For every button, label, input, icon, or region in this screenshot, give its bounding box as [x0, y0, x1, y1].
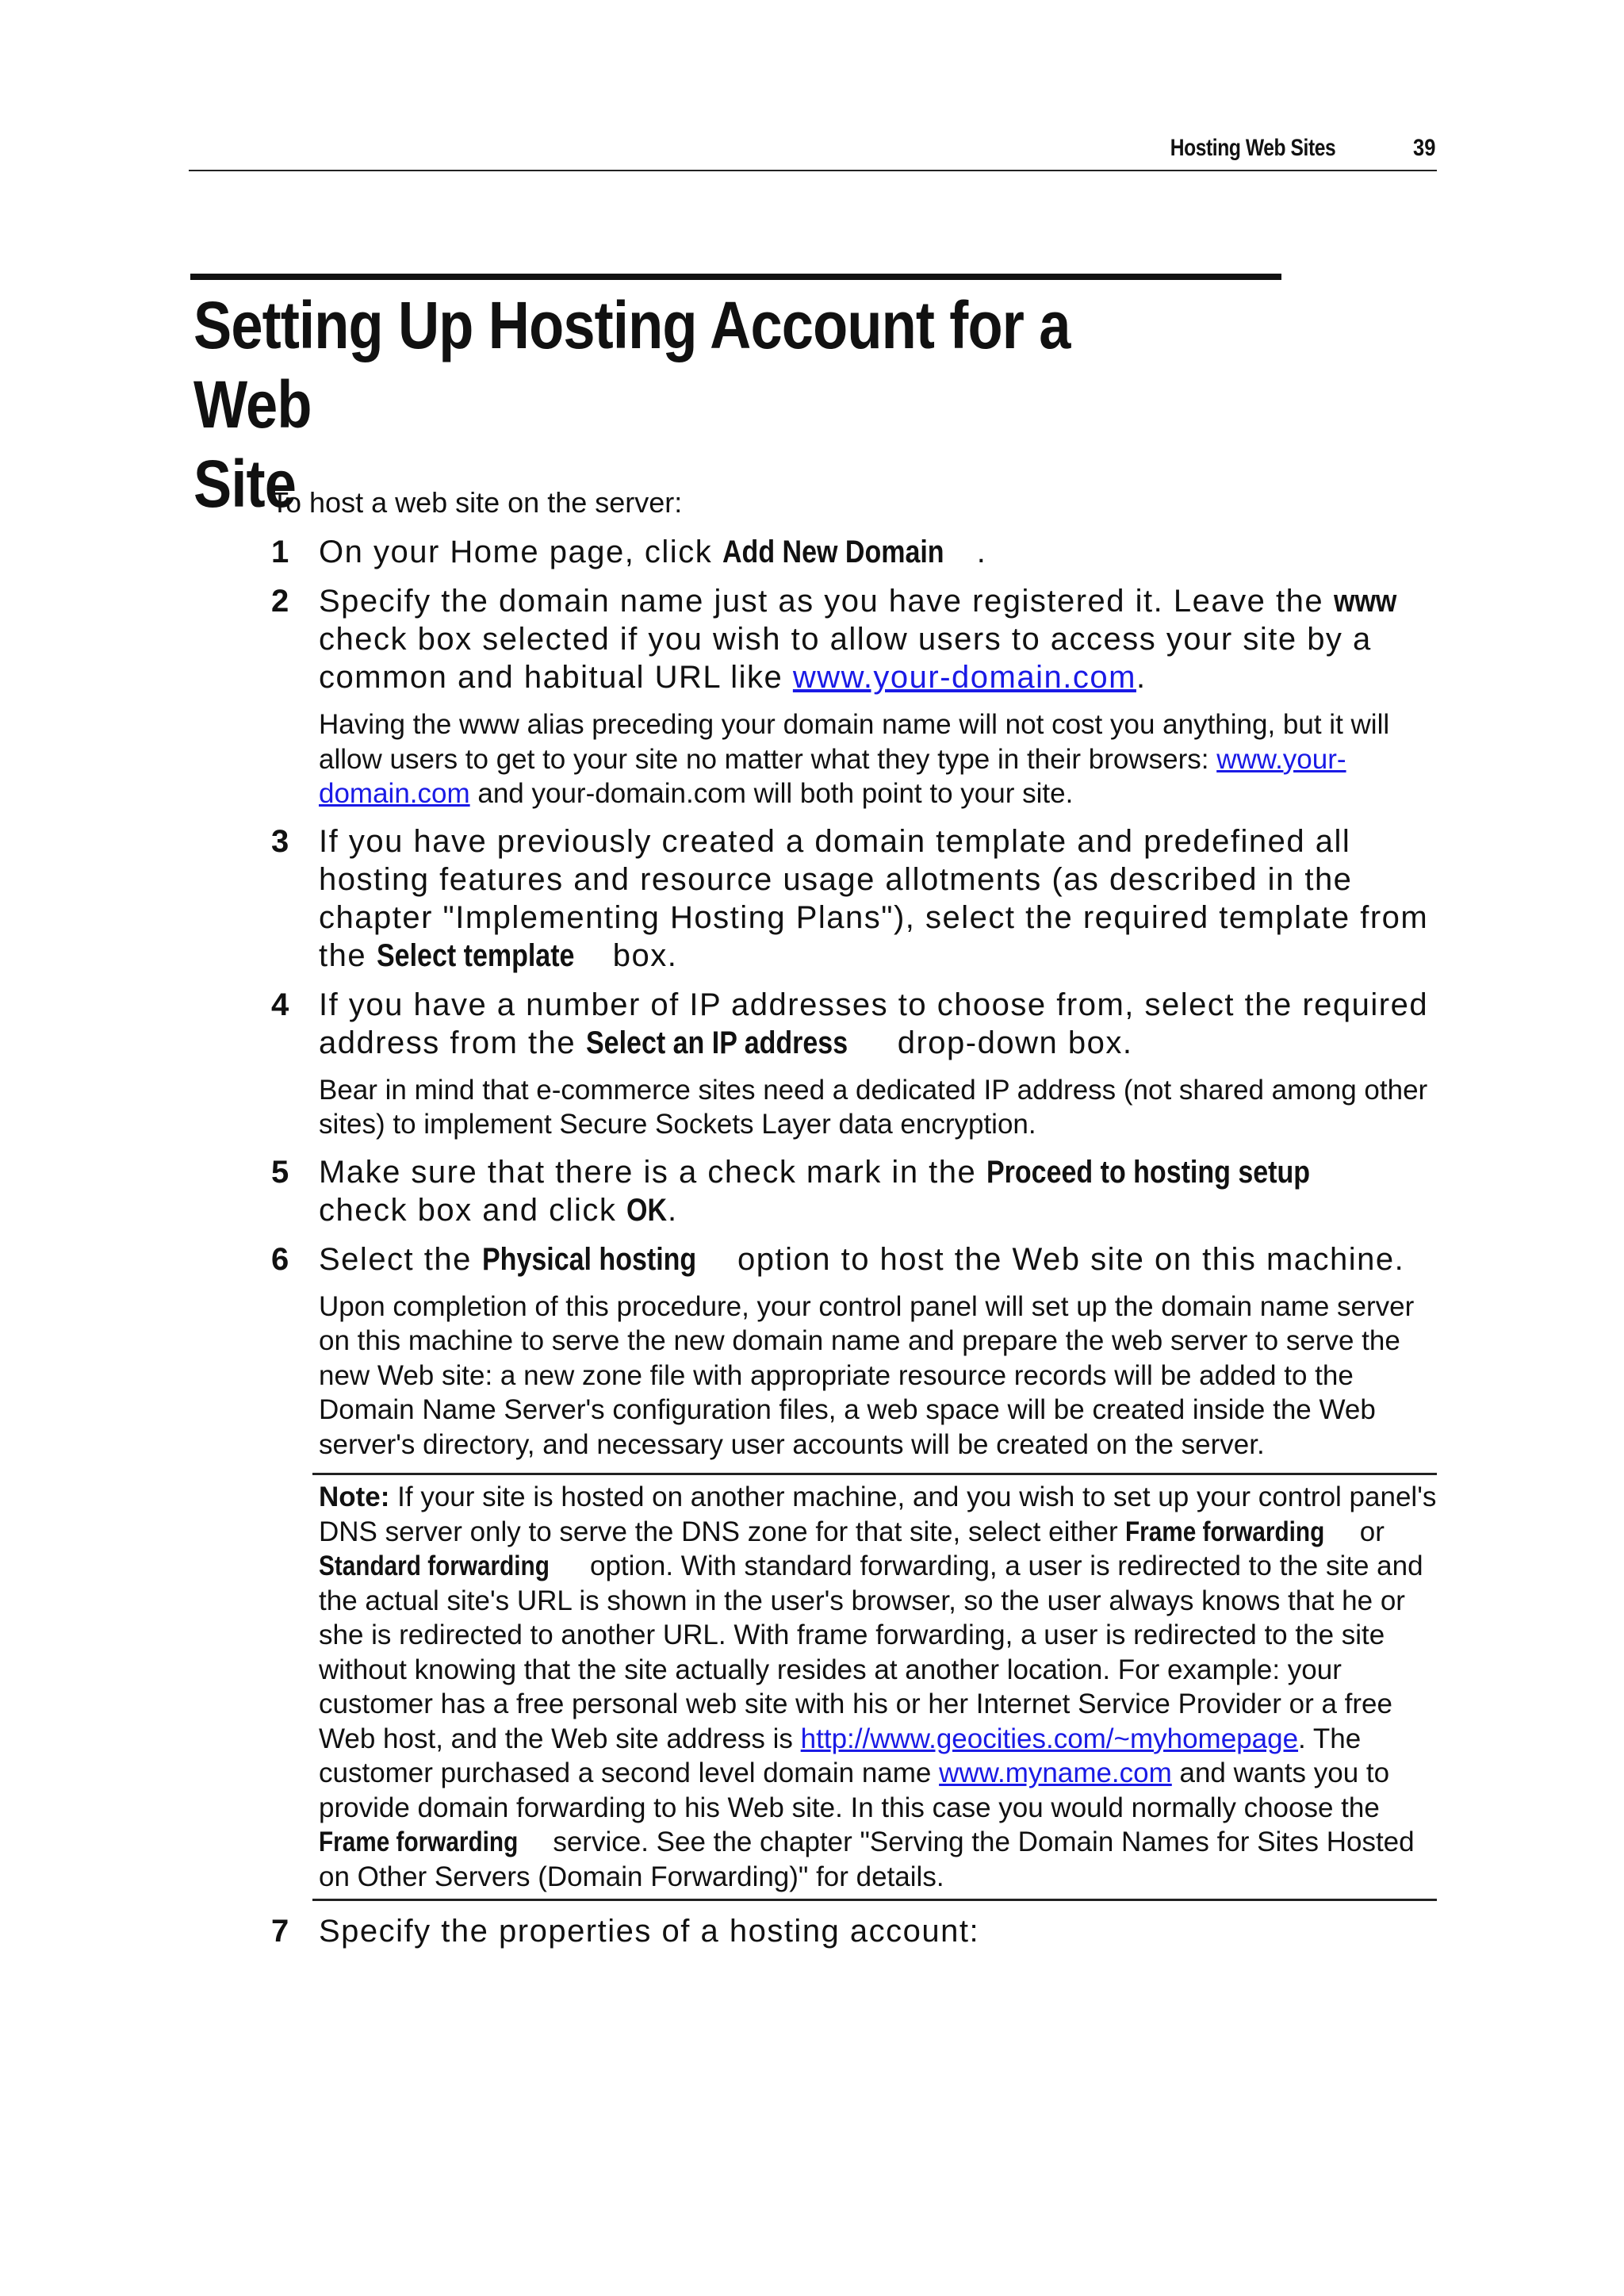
- myname-link[interactable]: www.myname.com: [939, 1757, 1172, 1788]
- step-number: 4: [271, 987, 289, 1022]
- step-text: If you have previously created a domain template and predefined all hosting features and resource usage allotments (as described in the chapter "Implementing Hosting Plans"), select the required template from the: [319, 823, 1429, 973]
- command-label: Select template: [376, 937, 575, 973]
- step-number: 1: [271, 535, 289, 569]
- step-text: If you have a number of IP addresses to choose from, select the required address from the: [319, 987, 1429, 1060]
- step-text: check box selected if you wish to allow users to access your site by a common and habitual URL like: [319, 622, 1372, 695]
- step-text: Specify the domain name just as you have registered it. Leave the: [319, 584, 1334, 619]
- step-3: [271, 822, 1437, 975]
- command-label: Physical hosting: [481, 1241, 696, 1277]
- domain-link[interactable]: www.your-domain.com: [319, 743, 1346, 809]
- note-text: option. With standard forwarding, a user is redirected to the site and the actual site's URL is shown in the user's browser, so the user always knows that he or she is redirected to another URL. With frame forwarding, a user is redirected to the site without knowing that the site actually resides at another location. For example: your customer has a free personal web site with his or her Internet Service Provider or a free Web host, and the Web site address is: [319, 1550, 1423, 1754]
- step-text: On your Home page, click: [319, 535, 722, 569]
- step-number: 6: [271, 1241, 289, 1277]
- note-text: service. See the chapter "Serving the Domain Names for Sites Hosted on Other Servers (Domain Forwarding)" for details.: [319, 1826, 1415, 1892]
- command-label: www: [1333, 584, 1397, 619]
- step-text: option to host the Web site on this machine.: [727, 1241, 1405, 1277]
- step-number: 2: [271, 584, 289, 619]
- intro-text: To host a web site on the server:: [271, 486, 683, 519]
- step-number: 7: [271, 1914, 289, 1949]
- domain-link[interactable]: www.your-domain.com: [792, 660, 1136, 695]
- step-text: Make sure that there is a check mark in the: [319, 1154, 986, 1190]
- command-label: Proceed to hosting setup: [986, 1154, 1310, 1190]
- main-content: [271, 484, 1437, 1961]
- step-text: .: [1136, 660, 1147, 695]
- step-2-detail: [271, 707, 1437, 811]
- command-label: Select an IP address: [585, 1025, 848, 1060]
- step-text: Select the: [319, 1241, 482, 1277]
- geocities-link[interactable]: http://www.geocities.com/~myhomepage: [800, 1723, 1299, 1754]
- command-label: Frame forwarding: [1125, 1516, 1325, 1547]
- command-label: Add New Domain: [722, 535, 944, 569]
- step-5: [271, 1153, 1437, 1229]
- page-title-line2: Site: [193, 447, 297, 521]
- command-label: Frame forwarding: [319, 1826, 519, 1857]
- note-text: and wants you to provide domain forwarding to his Web site. In this case you would normally choose the: [319, 1757, 1390, 1823]
- note-label: Note:: [319, 1481, 390, 1512]
- detail-text: Having the www alias preceding your domain name will not cost you anything, but it will allow users to get to your site no matter what they type in their browsers:: [319, 709, 1390, 775]
- step-text: .: [667, 1192, 678, 1228]
- note-text: or: [1352, 1516, 1385, 1547]
- step-text: drop-down box.: [887, 1025, 1133, 1060]
- step-2: [271, 582, 1437, 696]
- running-header: [189, 133, 1437, 171]
- note-box: [312, 1473, 1437, 1901]
- step-6: [271, 1240, 1437, 1278]
- step-text: box.: [603, 937, 678, 973]
- step-text: check box and click: [319, 1192, 626, 1228]
- step-7: [271, 1912, 1437, 1950]
- note-text: If your site is hosted on another machine, and you wish to set up your control panel's DNS server only to serve the DNS zone for that site, select either: [319, 1481, 1437, 1547]
- command-label: OK: [626, 1192, 667, 1228]
- step-4-detail: Bear in mind that e-commerce sites need a dedicated IP address (not shared among other sites) to implement Secure Sockets Layer data encryption.: [319, 1074, 1428, 1140]
- note-text: . The customer purchased a second level domain name: [319, 1723, 1362, 1788]
- title-rule: [190, 274, 1281, 280]
- step-number: 3: [271, 823, 289, 859]
- step-1: [271, 533, 1437, 571]
- step-number: 5: [271, 1154, 289, 1190]
- step-text: .: [976, 535, 987, 569]
- header-section-title: Hosting Web Sites: [1170, 135, 1335, 161]
- step-text: Specify the properties of a hosting account:: [319, 1914, 980, 1949]
- page-title-line1: Setting Up Hosting Account for a Web: [193, 288, 1071, 442]
- command-label: Standard forwarding: [319, 1550, 550, 1581]
- step-6-detail: Upon completion of this procedure, your control panel will set up the domain name server on this machine to serve the new domain name and prepare the web server to serve the new Web site: a new zone file with appropriate resource records will be added to the Domain Name Server's configuration files, a web space will be created inside the Web server's directory, and necessary user accounts will be created on the server.: [319, 1290, 1415, 1460]
- step-4: [271, 986, 1437, 1062]
- header-page-number: 39: [1412, 135, 1435, 161]
- detail-text: and your-domain.com will both point to your site.: [469, 778, 1074, 809]
